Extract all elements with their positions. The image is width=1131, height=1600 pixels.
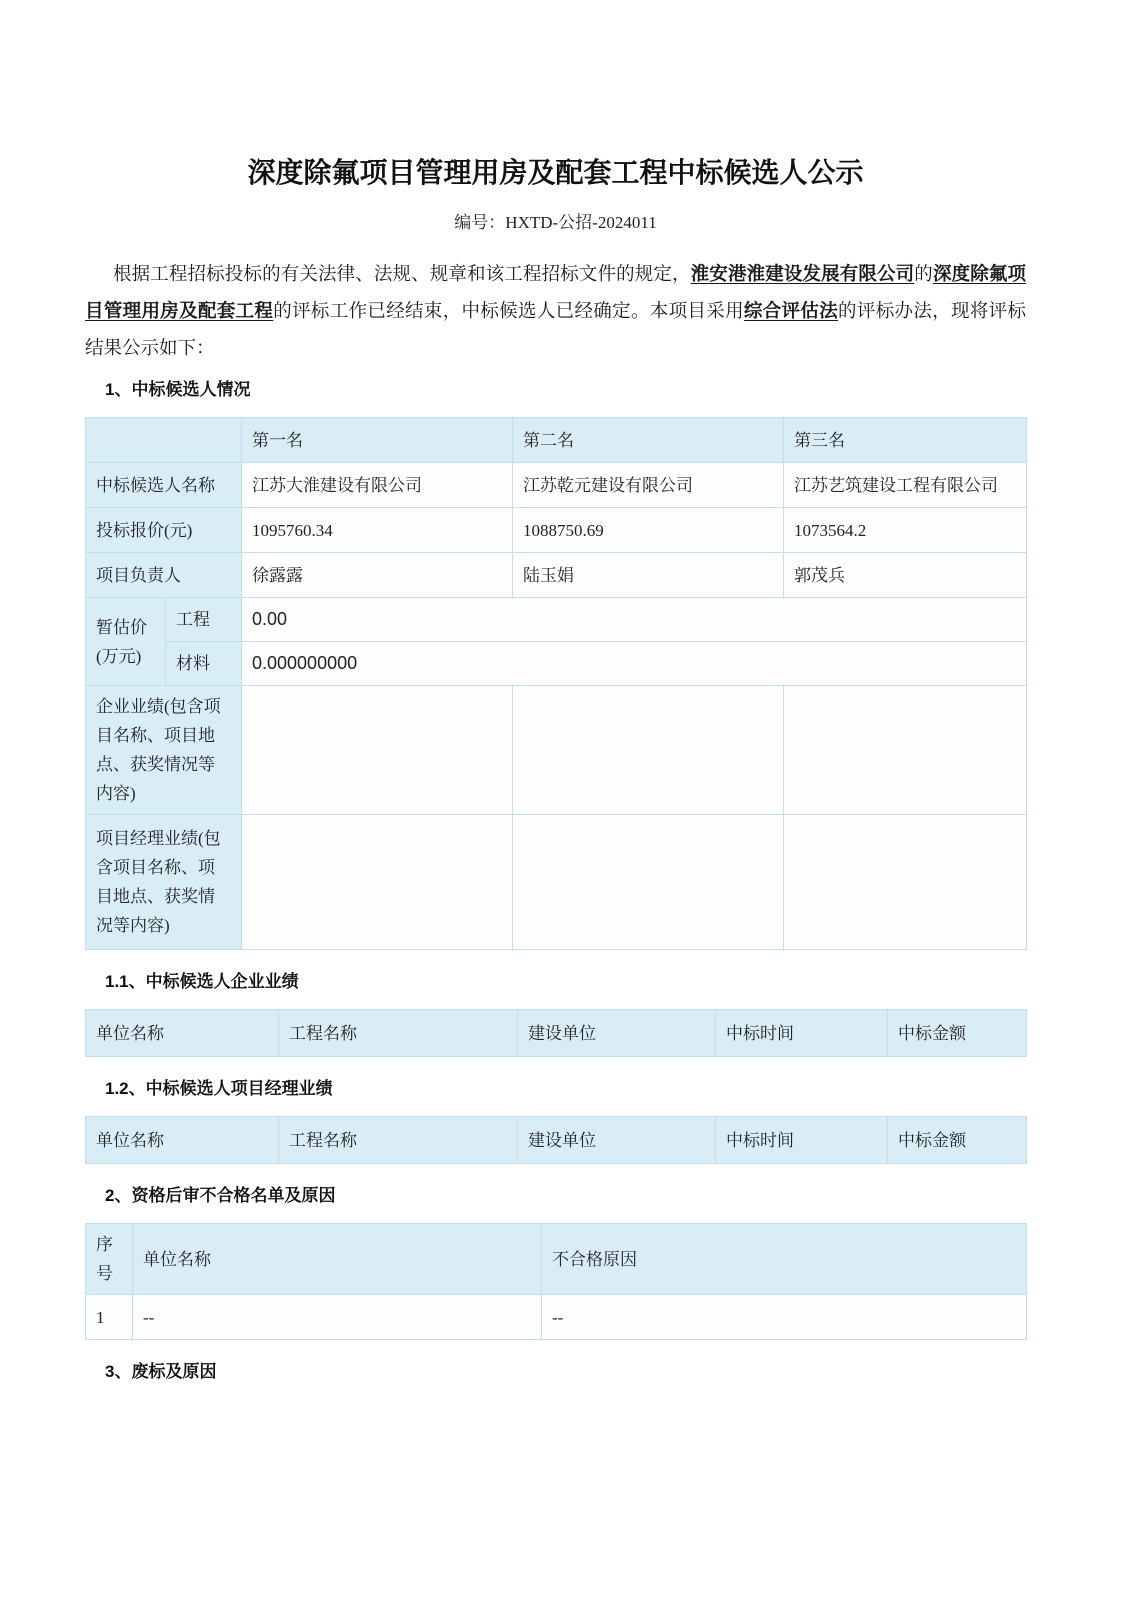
document-content — [85, 155, 1026, 1382]
col-header-unit-name: 单位名称 — [86, 1117, 279, 1164]
winning-candidates-table — [85, 417, 1027, 950]
candidate-2-manager-performance — [513, 815, 784, 950]
evaluation-method: 综合评估法 — [743, 302, 839, 322]
candidate-1-price: 1095760.34 — [242, 508, 513, 553]
intro-paragraph — [85, 257, 1026, 368]
col-header-unqualified-reason: 不合格原因 — [542, 1224, 1027, 1295]
company-performance-header-row — [86, 1010, 1027, 1057]
doc-number: 编号：HXTD-公招-2024011 — [454, 213, 657, 232]
candidate-1-name: 江苏大淮建设有限公司 — [242, 463, 513, 508]
candidate-name-row — [86, 463, 1027, 508]
project-name: 深度除氟项目管理用房及配套工程 — [85, 265, 1026, 322]
row-label-candidate-name: 中标候选人名称 — [86, 463, 242, 508]
section-2-heading: 2、资格后审不合格名单及原因 — [105, 1186, 336, 1205]
section-1-1-heading: 1.1、中标候选人企业业绩 — [105, 972, 299, 991]
manager-performance-table — [85, 1116, 1027, 1164]
col-header-unit-name: 单位名称 — [133, 1224, 542, 1295]
col-header-construction-unit: 建设单位 — [518, 1010, 716, 1057]
rank-2-header: 第二名 — [513, 418, 784, 463]
col-header-unit-name: 单位名称 — [86, 1010, 279, 1057]
intro-text-3: 的评标工作已经结束，中标候选人已经确定。本项目采用 — [273, 302, 744, 322]
bid-price-row — [86, 508, 1027, 553]
candidate-3-company-performance — [784, 686, 1027, 815]
col-header-award-amount: 中标金额 — [888, 1117, 1027, 1164]
candidate-1-manager: 徐露露 — [242, 553, 513, 598]
section-3-heading: 3、废标及原因 — [105, 1362, 217, 1381]
candidate-3-manager: 郭茂兵 — [784, 553, 1027, 598]
candidate-2-manager: 陆玉娟 — [513, 553, 784, 598]
rank-1-header: 第一名 — [242, 418, 513, 463]
intro-text-1: 根据工程招标投标的有关法律、法规、规章和该工程招标文件的规定， — [113, 265, 691, 285]
candidate-1-manager-performance — [242, 815, 513, 950]
project-manager-row — [86, 553, 1027, 598]
rank-3-header: 第三名 — [784, 418, 1027, 463]
unqualified-data-row — [86, 1295, 1027, 1340]
candidate-2-price: 1088750.69 — [513, 508, 784, 553]
estimate-material-value: 0.000000000 — [242, 642, 1027, 686]
candidate-3-manager-performance — [784, 815, 1027, 950]
col-header-project-name: 工程名称 — [279, 1117, 518, 1164]
estimate-sub-label-engineering: 工程 — [166, 598, 242, 642]
rank-header-row — [86, 418, 1027, 463]
intro-text-2: 的 — [914, 265, 933, 285]
section-1-heading: 1、中标候选人情况 — [105, 380, 251, 399]
unit-name-cell: -- — [133, 1295, 542, 1340]
row-label-manager-performance: 项目经理业绩(包含项目名称、项目地点、获奖情况等内容) — [86, 815, 242, 950]
candidate-2-company-performance — [513, 686, 784, 815]
candidate-3-name: 江苏艺筑建设工程有限公司 — [784, 463, 1027, 508]
estimate-sub-label-material: 材料 — [166, 642, 242, 686]
estimate-engineering-row — [86, 598, 1027, 642]
row-label-company-performance: 企业业绩(包含项目名称、项目地点、获奖情况等内容) — [86, 686, 242, 815]
page-title: 深度除氟项目管理用房及配套工程中标候选人公示 — [247, 157, 864, 188]
col-header-serial-number: 序号 — [86, 1224, 133, 1295]
row-label-bid-price: 投标报价(元) — [86, 508, 242, 553]
unqualified-header-row — [86, 1224, 1027, 1295]
unqualified-list-table — [85, 1223, 1027, 1340]
section-1-2-heading: 1.2、中标候选人项目经理业绩 — [105, 1079, 333, 1098]
row-label-project-manager: 项目负责人 — [86, 553, 242, 598]
candidate-3-price: 1073564.2 — [784, 508, 1027, 553]
candidate-2-name: 江苏乾元建设有限公司 — [513, 463, 784, 508]
col-header-award-amount: 中标金额 — [888, 1010, 1027, 1057]
company-performance-row — [86, 686, 1027, 815]
manager-performance-header-row — [86, 1117, 1027, 1164]
estimate-engineering-value: 0.00 — [242, 598, 1027, 642]
serial-number-cell: 1 — [86, 1295, 133, 1340]
corner-cell — [86, 418, 242, 463]
owner-company-name: 淮安港淮建设发展有限公司 — [690, 265, 915, 285]
candidate-1-company-performance — [242, 686, 513, 815]
unqualified-reason-cell: -- — [542, 1295, 1027, 1340]
col-header-award-time: 中标时间 — [716, 1117, 888, 1164]
manager-performance-row — [86, 815, 1027, 950]
col-header-construction-unit: 建设单位 — [518, 1117, 716, 1164]
estimate-material-row — [86, 642, 1027, 686]
company-performance-table — [85, 1009, 1027, 1057]
row-label-estimate: 暂估价(万元) — [86, 598, 166, 686]
intro-text-4: 的评标办法，现将评标结果公示如下： — [85, 302, 1026, 359]
col-header-project-name: 工程名称 — [279, 1010, 518, 1057]
col-header-award-time: 中标时间 — [716, 1010, 888, 1057]
